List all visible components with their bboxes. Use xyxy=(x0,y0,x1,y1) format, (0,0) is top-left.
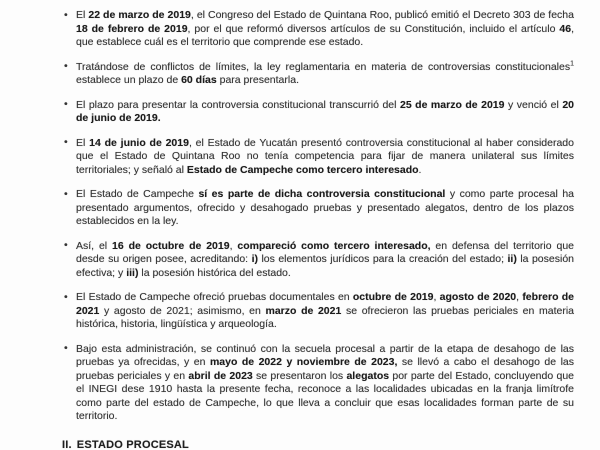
bullet-icon: • xyxy=(64,60,68,72)
section-number: II. xyxy=(62,438,72,450)
bullet-item xyxy=(64,8,575,50)
text-run: , xyxy=(229,239,238,252)
text-run: y agosto de 2021; asimismo, en xyxy=(99,304,266,317)
text-run: El Estado de Campeche xyxy=(76,188,199,200)
text-run: El xyxy=(76,9,89,21)
bold-text-run: ii) xyxy=(507,253,517,265)
text-run: y como parte procesal ha presentado argumentos, ofrecido y desahogado pruebas y presentado alegatos, dentro de los plazos establecidos en la ley. xyxy=(76,188,574,227)
bold-text-run: mayo de 2022 y noviembre de 2023, xyxy=(209,356,398,368)
bullet-icon: • xyxy=(64,290,68,303)
bold-text-run: marzo de 2021 xyxy=(265,304,342,317)
bold-text-run: 60 días xyxy=(181,74,217,86)
text-run: para presentarla. xyxy=(216,74,299,86)
bold-text-run: octubre de 2019 xyxy=(352,291,434,303)
text-run: , el Congreso del Estado de Quintana Roo, publicó emitió el Decreto 303 de fecha xyxy=(190,9,574,21)
bold-text-run: 22 de marzo de 2019 xyxy=(88,9,191,21)
bullet-icon: • xyxy=(64,239,68,251)
footnote-marker: 1 xyxy=(570,60,574,67)
bold-text-run: 16 de octubre de 2019 xyxy=(112,239,230,252)
bold-text-run: 46 xyxy=(559,22,572,35)
bold-text-run: i) xyxy=(251,253,258,265)
bullet-icon: • xyxy=(64,187,68,200)
text-run: , que establece cuál es el territorio que comprende ese estado. xyxy=(76,22,575,48)
bullet-item xyxy=(64,136,574,178)
text-run: se presentaron los xyxy=(252,369,347,382)
bullet-icon: • xyxy=(64,136,68,148)
text-run: , por el que reformó diversos artículos de su Constitución, incluido el artículo xyxy=(187,22,560,35)
bold-text-run: alegatos xyxy=(346,369,390,382)
text-run: El xyxy=(76,136,90,149)
section-title: ESTADO PROCESAL xyxy=(76,438,189,450)
bullet-item xyxy=(64,290,574,332)
section-heading xyxy=(62,439,574,450)
text-run: , el Estado de Yucatán presentó controversia constitucional al haber considerado que el Estado de Quintana Roo no tenía competencia para fijar de manera unilateral sus límites territoriales; y señaló al xyxy=(76,136,574,176)
text-run: Bajo esta administración, se continuó con la secuela procesal a partir de la etapa de desahogo de las pruebas ya ofrecidas, y en xyxy=(76,342,574,368)
bold-text-run: 25 de marzo de 2019 xyxy=(399,98,505,111)
text-run: se ofrecieron las pruebas periciales en materia histórica, historia, lingüística y arqueología. xyxy=(76,304,574,330)
text-run: El Estado de Campeche ofreció pruebas documentales en xyxy=(76,291,353,303)
bullet-list xyxy=(64,8,575,424)
bold-text-run: 20 de junio de 2019. xyxy=(76,98,574,124)
text-run: se llevó a cabo el desahogo de las pruebas periciales y en xyxy=(76,356,574,382)
text-run: en defensa del territorio que desde su origen posee, acreditando: xyxy=(76,239,574,265)
bold-text-run: abril de 2023 xyxy=(188,369,253,382)
bullet-icon: • xyxy=(64,8,68,21)
bold-text-run: compareció como tercero interesado, xyxy=(237,239,431,252)
bullet-icon: • xyxy=(64,342,68,354)
bullet-item xyxy=(64,60,574,88)
text-run: los elementos jurídicos para la creación del estado; xyxy=(257,253,508,265)
bullet-item xyxy=(64,98,574,126)
bullet-item xyxy=(64,342,575,424)
bold-text-run: 18 de febrero de 2019 xyxy=(76,22,188,35)
bold-text-run: agosto de 2020 xyxy=(439,291,517,303)
bullet-icon: • xyxy=(64,98,68,110)
bold-text-run: sí es parte de dicha controversia constitucional xyxy=(198,188,446,200)
bullet-item xyxy=(64,187,574,229)
bold-text-run: 14 de junio de 2019 xyxy=(89,136,189,149)
text-run: Así, el xyxy=(76,239,113,252)
text-run: y venció el xyxy=(504,98,563,111)
text-run: por parte del Estado, concluyendo que el INEGI dese 1910 hasta la presente fecha, reconoce a las localidades ubicadas en la franja limítrofe como parte del estado de Campeche, lo que lleva a concluir que esas localidades forman parte de su territorio. xyxy=(76,369,575,422)
bold-text-run: iii) xyxy=(126,266,139,279)
text-run: la posesión histórica del estado. xyxy=(138,266,291,279)
text-run: , xyxy=(433,291,440,303)
text-run: , xyxy=(516,291,523,303)
bold-text-run: Estado de Campeche como tercero interesado xyxy=(186,163,419,176)
text-run: Tratándose de conflictos de límites, la ley reglamentaria en materia de controversias constitucionales xyxy=(76,60,571,73)
text-run: la posesión efectiva; y xyxy=(76,253,575,279)
bold-text-run: febrero de 2021 xyxy=(76,291,574,317)
text-run: establece un plazo de xyxy=(76,74,182,86)
text-run: . xyxy=(418,163,422,176)
bullet-item xyxy=(64,239,575,281)
text-run: El plazo para presentar la controversia constitucional transcurrió del xyxy=(76,98,400,111)
